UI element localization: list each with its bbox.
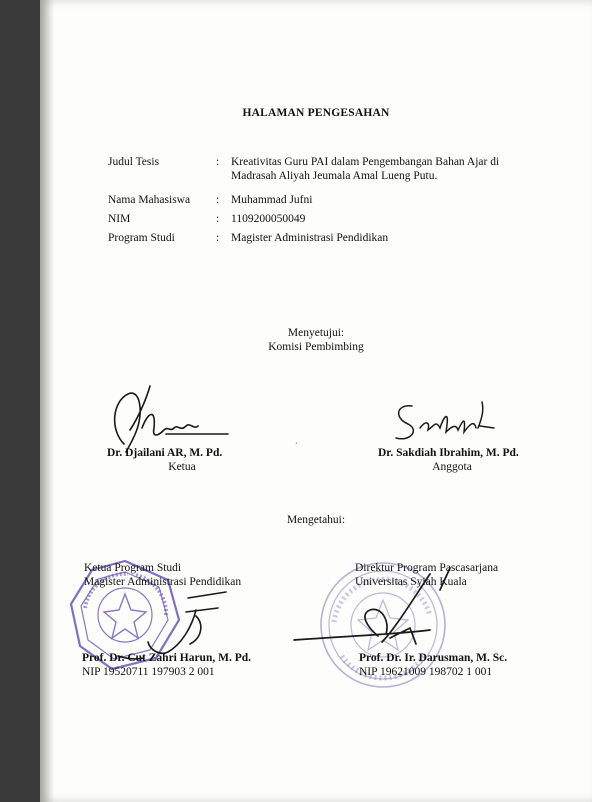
field-separator: : — [216, 232, 220, 244]
supervisor-anggota-role: Anggota — [432, 461, 472, 473]
field-value-nim: 1109200050049 — [231, 213, 306, 225]
field-value-judul-line2: Madrasah Aliyah Jeumala Amal Lueng Putu. — [231, 170, 438, 182]
signature-anggota — [390, 398, 500, 446]
field-value-prodi: Magister Administrasi Pendidikan — [231, 232, 389, 244]
field-value-nama: Muhammad Jufni — [231, 194, 313, 206]
official-left-nip: NIP 19520711 197903 2 001 — [82, 666, 215, 678]
field-label-nama: Nama Mahasiswa — [108, 194, 191, 206]
supervisor-ketua-name: Dr. Djailani AR, M. Pd. — [107, 447, 223, 459]
page-edge-shadow — [40, 0, 54, 802]
official-left-title2: Magister Administrasi Pendidikan — [84, 576, 242, 588]
document-page — [40, 0, 592, 802]
field-label-nim: NIM — [108, 213, 131, 225]
official-right-title1: Direktur Program Pascasarjana — [355, 562, 499, 574]
official-right-nip: NIP 19621009 198702 1 001 — [359, 666, 493, 678]
field-label-judul: Judul Tesis — [108, 156, 160, 168]
field-value-judul-line1: Kreativitas Guru PAI dalam Pengembangan Bahan Ajar di — [231, 156, 500, 168]
approval-committee: Komisi Pembimbing — [268, 341, 364, 353]
page-title: HALAMAN PENGESAHAN — [242, 107, 390, 119]
official-right-title2: Universitas Syiah Kuala — [355, 576, 467, 588]
supervisor-ketua-role: Ketua — [168, 461, 196, 473]
approval-heading: Menyetujui: — [287, 327, 345, 339]
official-left-title1: Ketua Program Studi — [84, 562, 182, 574]
official-right-name: Prof. Dr. Ir. Darusman, M. Sc. — [359, 652, 508, 664]
field-separator: : — [216, 194, 220, 206]
field-separator: : — [216, 213, 220, 225]
dot-mark: · — [295, 439, 298, 448]
field-separator: : — [216, 156, 220, 168]
field-label-prodi: Program Studi — [108, 232, 175, 244]
acknowledged-heading: Mengetahui: — [286, 514, 346, 526]
official-left-name: Prof. Dr. Cut Zahri Harun, M. Pd. — [82, 652, 251, 664]
supervisor-anggota-name: Dr. Sakdiah Ibrahim, M. Pd. — [378, 447, 519, 459]
